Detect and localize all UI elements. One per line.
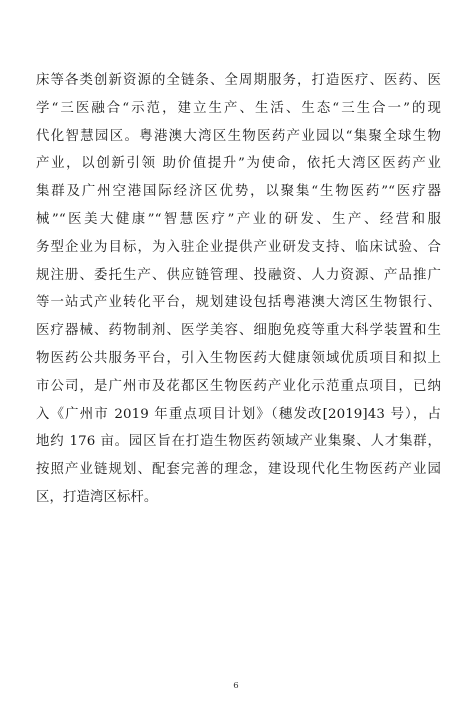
text-line: 床等各类创新资源的全链条、全周期服务，打造医疗、医药、医 [36,73,441,88]
text-line: 械”“医美大健康”“智慧医疗”产业的研发、生产、经营和服 [36,211,441,227]
text-line: 代化智慧园区。粤港澳大湾区生物医药产业园以“集聚全球生物 [36,128,441,144]
text-line: 规注册、委托生产、供应链管理、投融资、人力资源、产品推广 [36,267,441,283]
text-line: 医疗器械、药物制剂、医学美容、细胞免疫等重大科学装置和生 [36,323,441,339]
text-line: 集群及广州空港国际经济区优势，以聚集“生物医药”“医疗器 [36,184,441,200]
text-line: 入《广州市 2019 年重点项目计划》（穗发改[2019]43 号），占 [36,406,441,422]
text-line: 务型企业为目标，为入驻企业提供产业研发支持、临床试验、合 [36,239,441,255]
text-line: 地约 176 亩。园区旨在打造生物医药领域产业集聚、人才集群， [36,434,441,450]
text-line: 物医药公共服务平台，引入生物医药大健康领域优质项目和拟上 [36,350,441,366]
text-line: 市公司，是广州市及花都区生物医药产业化示范重点项目，已纳 [36,378,441,394]
body-paragraph [36,67,441,512]
text-line: 区，打造湾区标杆。 [36,489,158,505]
text-line: 学“三医融合“示范，建立生产、生活、生态“三生合一”的现 [36,100,441,116]
page-number: 6 [233,681,239,691]
text-line: 产业，以创新引领 助价值提升”为使命，依托大湾区医药产业 [36,156,441,172]
text-line: 按照产业链规划、配套完善的理念，建设现代化生物医药产业园 [36,462,441,478]
text-line: 等一站式产业转化平台，规划建设包括粤港澳大湾区生物银行、 [36,295,441,311]
